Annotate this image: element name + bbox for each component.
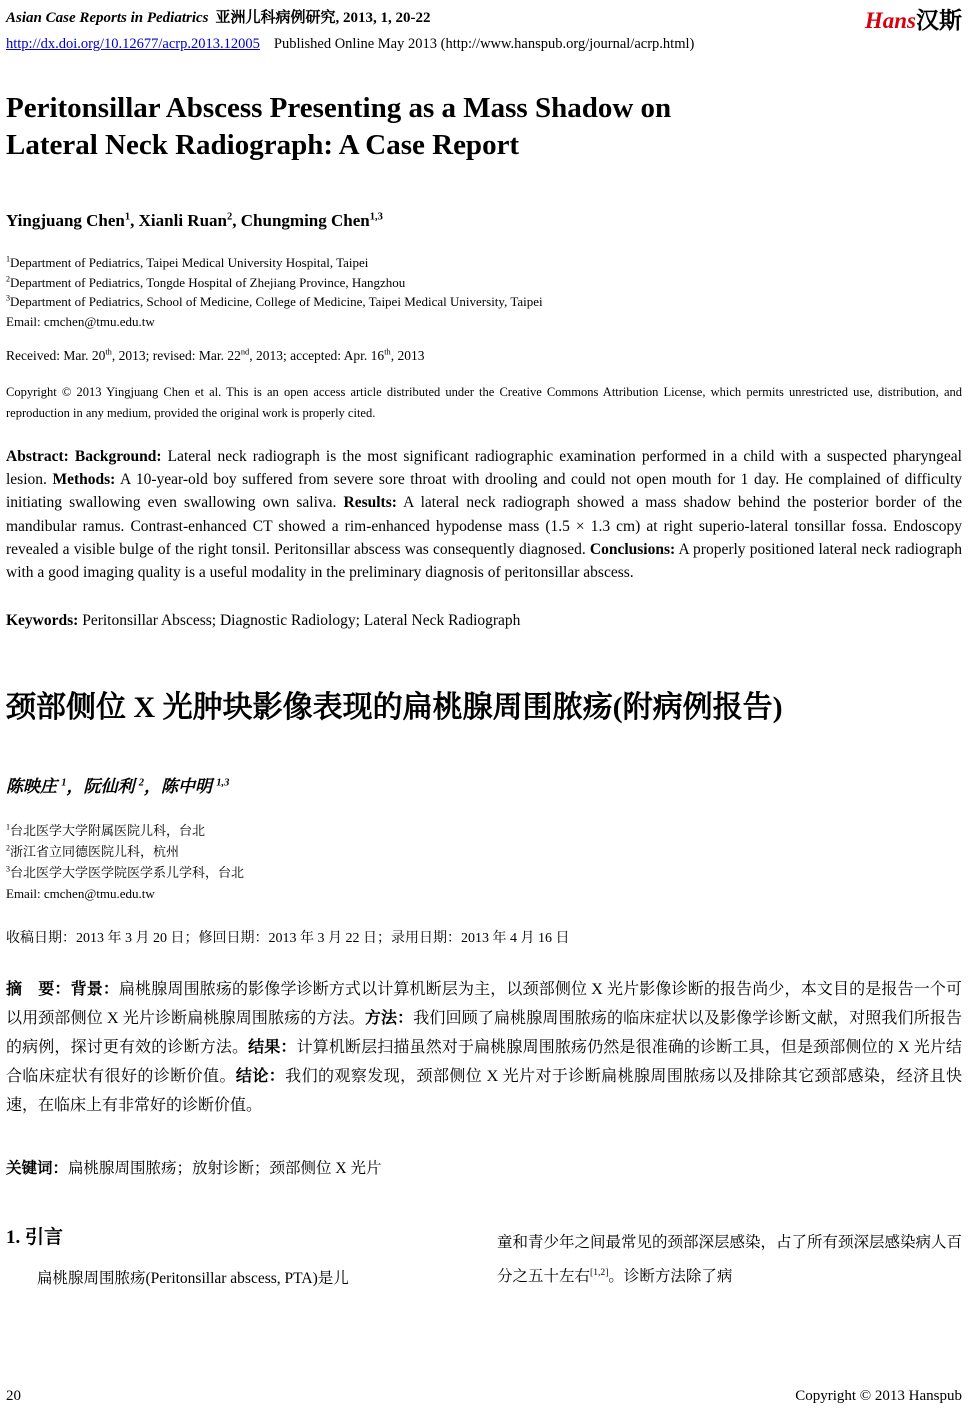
body-columns [6, 1226, 962, 1296]
article-title-line2: Lateral Neck Radiograph: A Case Report [6, 128, 520, 161]
hans-logo [865, 8, 962, 33]
abstract: Abstract: Background: Lateral neck radiograph is the most significant radiographic examination performed in a child with a suspected pharyngeal lesion. Methods: A 10-year-old boy suffered from severe sore throat with drooling and could not open mouth for 1 day. He complained of difficulty initiating swallowing even swallowing own saliva. Results: A lateral neck radiograph showed a mass shadow behind the posterior border of the mandibular ramus. Contrast-enhanced CT showed a rim-enhanced hypodense mass (1.5 × 1.3 cm) at right superio-lateral tonsillar fossa. Endoscopy revealed a visible bulge of the right tonsil. Peritonsillar abscess was consequently diagnosed. Conclusions: A properly positioned lateral neck radiograph with a good imaging quality is a useful modality in the preliminary diagnosis of peritonsillar abscess. [6, 447, 963, 582]
page-footer [6, 1366, 962, 1405]
affiliation-zh: $^1$台北医学大学附属医院儿科，台北 [6, 823, 206, 839]
affiliations-zh [6, 821, 962, 904]
email: Email: cmchen@tmu.edu.tw [6, 313, 155, 329]
section-heading: 1. 引言 [6, 1227, 64, 1249]
abstract-zh-label: 摘 要： [6, 980, 71, 998]
article-title [6, 90, 962, 163]
authors: Yingjuang Chen$^1$, Xianli Ruan$^2$, Chungming Chen$^{1,3}$ [6, 211, 383, 231]
abstract-zh: 摘 要：背景：扁桃腺周围脓疡的影像学诊断方式以计算机断层为主，以颈部侧位 X 光片影像诊断的报告尚少，本文目的是报告一个可以用颈部侧位 X 光片诊断扁桃腺周围脓疡的方法。方法：我们回顾了扁桃腺周围脓疡的临床症状以及影像学诊断文献，对照我们所报告的病例，探讨更有效的诊断方法。结果：计算机断层扫描虽然对于扁桃腺周围脓疡仍然是很准确的诊断工具，但是颈部侧位的 X 光片结合临床症状有很好的诊断价值。结论：我们的观察发现，颈部侧位 X 光片对于诊断扁桃腺周围脓疡以及排除其它颈部感染，经济且快速，在临床上有非常好的诊断价值。 [6, 980, 962, 1114]
published-info: Published Online May 2013 (http://www.hanspub.org/journal/acrp.html) [273, 36, 695, 52]
body-paragraph-right: 童和青少年之间最常见的颈部深层感染，占了所有颈深层感染病人百分之五十左右[1,2]。诊断方法除了病 [497, 1234, 963, 1286]
body-paragraph-left: 扁桃腺周围脓疡(Peritonsillar abscess, PTA)是儿 [37, 1269, 349, 1287]
copyright-notice: Copyright © 2013 Yingjuang Chen et al. This is an open access article distributed under the Creative Commons Attribution License, which permits unrestricted use, distribution, and reproduction in any medium, provided the original work is properly cited. [6, 385, 962, 420]
abstract-zh-label: 结论： [235, 1067, 286, 1085]
affiliations [6, 253, 962, 331]
hans-logo-en-text: Hans [864, 8, 916, 33]
journal-header [6, 8, 962, 54]
article-title-line1: Peritonsillar Abscess Presenting as a Mass Shadow on [6, 92, 672, 125]
abstract-zh-label: 背景： [70, 980, 120, 998]
footer-copyright: Copyright © 2013 Hanspub [795, 1388, 962, 1404]
keywords-zh: 关键词：扁桃腺周围脓疡；放射诊断；颈部侧位 X 光片 [6, 1160, 382, 1178]
abstract-zh-label: 方法： [364, 1009, 414, 1027]
citation-ref: [1,2] [590, 1267, 609, 1279]
abstract-label: Conclusions: [589, 540, 676, 558]
abstract-zh-label: 结果： [248, 1038, 297, 1056]
received-dates: Received: Mar. 20th, 2013; revised: Mar. 22nd, 2013; accepted: Apr. 16th, 2013 [6, 347, 425, 364]
abstract-label: Abstract: Background: [6, 447, 162, 465]
affiliation: $^1$Department of Pediatrics, Taipei Medical University Hospital, Taipei [6, 255, 369, 271]
doi-line [6, 34, 694, 54]
keywords-zh-label: 关键词： [6, 1160, 69, 1178]
received-dates-zh: 收稿日期：2013 年 3 月 20 日；修回日期：2013 年 3 月 22 日；录用日期：2013 年 4 月 16 日 [6, 930, 570, 946]
email-zh: Email: cmchen@tmu.edu.tw [6, 885, 155, 901]
keywords: Keywords: Peritonsillar Abscess; Diagnostic Radiology; Lateral Neck Radiograph [6, 612, 521, 630]
page-number: 20 [6, 1388, 21, 1404]
affiliation-zh: $^3$台北医学大学医学院医学系儿学科，台北 [6, 864, 245, 880]
affiliation: $^2$Department of Pediatrics, Tongde Hospital of Zhejiang Province, Hangzhou [6, 274, 406, 290]
abstract-label: Methods: [52, 471, 116, 489]
body-column-left [6, 1226, 471, 1296]
keywords-label: Keywords: [6, 612, 79, 630]
doi-link[interactable]: http://dx.doi.org/10.12677/acrp.2013.12005 [6, 36, 260, 52]
body-column-right [497, 1226, 962, 1296]
authors-zh: 陈映庄 $^1$，阮仙利 $^2$，陈中明 $^{1,3}$ [6, 777, 230, 797]
journal-info: 亚洲儿科病例研究, 2013, 1, 20-22 [215, 10, 431, 26]
journal-title: Asian Case Reports in Pediatrics [6, 10, 209, 26]
journal-title-line [6, 8, 694, 29]
hans-logo-zh-text: 汉斯 [916, 8, 962, 33]
affiliation-zh: $^2$浙江省立同德医院儿科，杭州 [6, 843, 180, 860]
abstract-label: Results: [343, 494, 397, 512]
article-title-zh: 颈部侧位 X 光肿块影像表现的扁桃腺周围脓疡(附病例报告) [6, 691, 783, 725]
affiliation: $^3$Department of Pediatrics, School of Medicine, College of Medicine, Taipei Medical University, Taipei [6, 294, 543, 310]
journal-header-left [6, 8, 694, 54]
